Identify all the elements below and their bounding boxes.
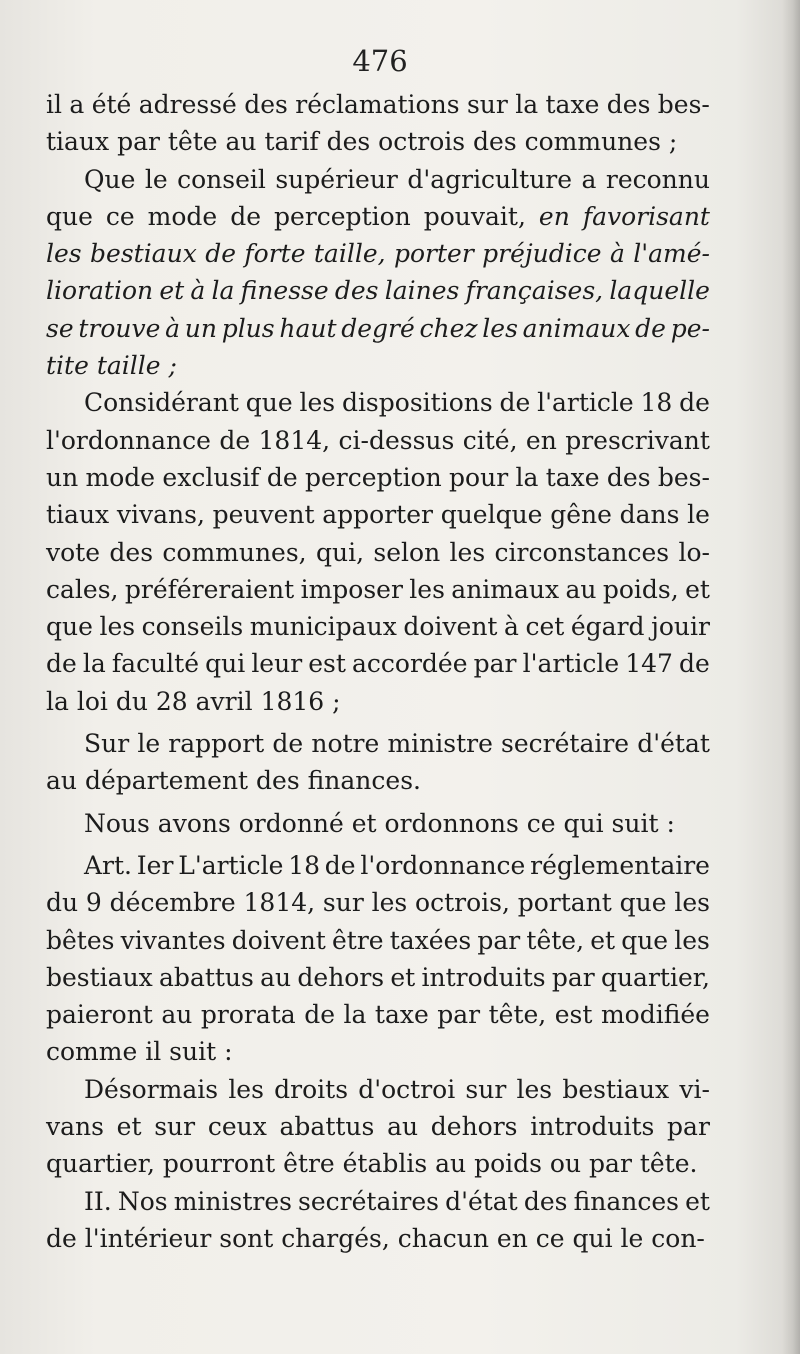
paragraph-art1 (46, 847, 710, 1071)
text-line: Considérant que les dispositions de l'article 18 de (84, 388, 710, 418)
text-line: lioration et à la finesse des laines françaises, laquelle (46, 276, 710, 306)
text-line: de l'intérieur sont chargés, chacun en ce qui le con- (46, 1223, 705, 1253)
text-line: Sur le rapport de notre ministre secrétaire d'état (84, 729, 710, 759)
text-line: tiaux vivans, peuvent apporter quelque gêne dans le (46, 500, 710, 530)
text-line: Nous avons ordonné et ordonnons ce qui suit : (84, 808, 675, 838)
text-line: un mode exclusif de perception pour la taxe des bes- (46, 462, 710, 492)
paragraph-art2 (46, 1183, 710, 1258)
body-text (46, 86, 710, 1257)
paragraph-rapport (46, 725, 710, 800)
text-line: paieront au prorata de la taxe par tête, est modifiée (46, 1000, 710, 1030)
text-line: bêtes vivantes doivent être taxées par tête, et que les (46, 925, 710, 955)
paragraph-conseil (46, 161, 710, 385)
text-line: la loi du 28 avril 1816 ; (46, 686, 341, 716)
text-line: du 9 décembre 1814, sur les octrois, portant que les (46, 888, 710, 918)
text-line: les bestiaux de forte taille, porter préjudice à l'amé- (46, 239, 710, 269)
text-line: II. Nos ministres secrétaires d'état des finances et (84, 1186, 710, 1216)
text-line: Désormais les droits d'octroi sur les bestiaux vi- (84, 1074, 710, 1104)
text-line: cales, préféreraient imposer les animaux au poids, et (46, 574, 710, 604)
paragraph-considerant (46, 384, 710, 720)
text-line: vote des communes, qui, selon les circonstances lo- (46, 537, 710, 567)
text-line: il a été adressé des réclamations sur la taxe des bes- (46, 90, 710, 119)
text-line: que les conseils municipaux doivent à cet égard jouir (46, 612, 710, 642)
paragraph-ordonne (46, 805, 710, 842)
text-line: bestiaux abattus au dehors et introduits par quartier, (46, 962, 710, 992)
text-line: Que le conseil supérieur d'agriculture a reconnu (84, 164, 710, 194)
text-line: quartier, pourront être établis au poids ou par tête. (46, 1149, 698, 1179)
text-line: Art. Ier L'article 18 de l'ordonnance réglementaire (84, 850, 710, 880)
page-edge-shadow (782, 0, 800, 1354)
paragraph-desormais (46, 1071, 710, 1183)
text-line: se trouve à un plus haut degré chez les animaux de pe- (46, 313, 710, 343)
text-line: l'ordonnance de 1814, ci-dessus cité, en prescrivant (46, 425, 710, 455)
paragraph-continuation (46, 86, 710, 161)
text-line: que ce mode de perception pouvait, en favorisant (46, 201, 710, 231)
text-line: comme il suit : (46, 1037, 233, 1067)
text-line: tite taille ; (46, 351, 177, 381)
text-line: tiaux par tête au tarif des octrois des communes ; (46, 127, 678, 157)
text-line: au département des finances. (46, 766, 421, 796)
text-line: vans et sur ceux abattus au dehors introduits par (46, 1112, 710, 1142)
text-line: de la faculté qui leur est accordée par l'article 147 de (46, 649, 710, 679)
page-number: 476 (352, 44, 408, 78)
